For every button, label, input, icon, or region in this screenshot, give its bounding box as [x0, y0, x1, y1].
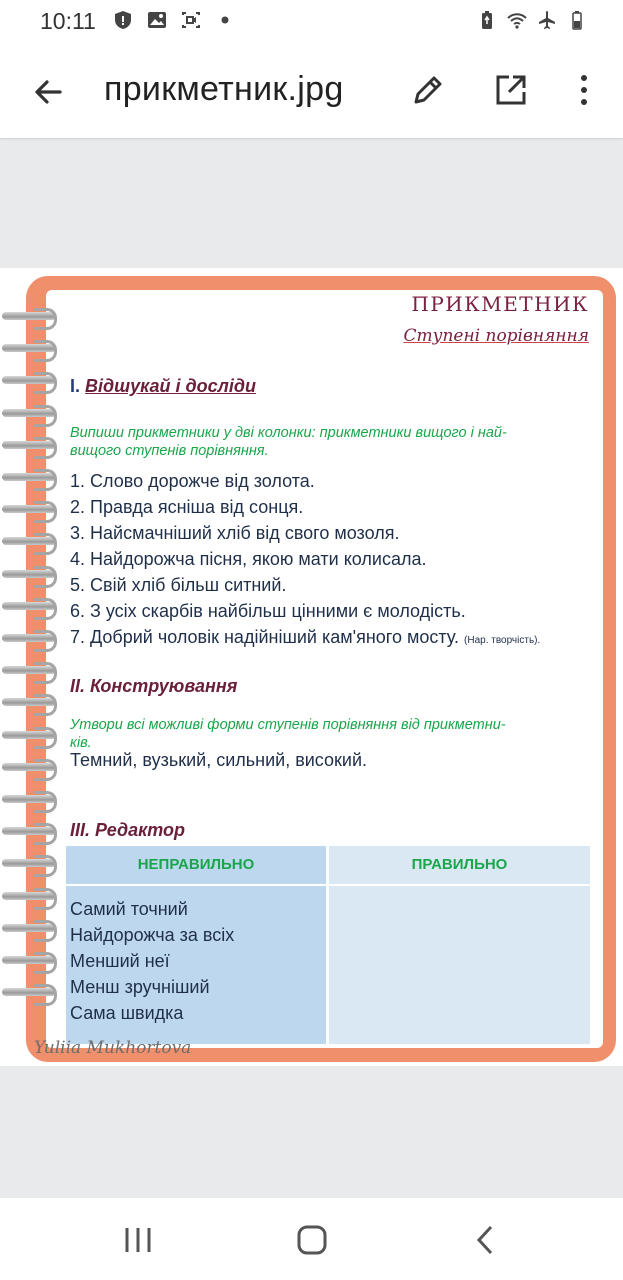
spiral-ring [0, 855, 58, 873]
shield-icon [113, 10, 133, 30]
section2-instruction-line2: ків. [70, 735, 92, 751]
wifi-icon [507, 10, 527, 30]
cell-wrong [66, 886, 326, 1044]
recent-apps-icon[interactable] [118, 1220, 158, 1260]
sentence-list [70, 468, 610, 650]
sentence-4: 4. Найдорожча пісня, якою мати колисала. [70, 549, 427, 569]
spiral-ring [0, 920, 58, 938]
sentence-7-row [70, 624, 610, 650]
wrong-item-2: Найдорожча за всіх [70, 925, 235, 945]
sentence-6: 6. З усіх скарбів найбільш цінними є молодість. [70, 601, 466, 621]
spiral-binding [0, 308, 70, 1028]
battery-saver-icon [477, 10, 497, 30]
sentence-7: 7. Добрий чоловік надійніший кам'яного мосту. [70, 627, 459, 647]
worksheet-subtitle: Ступені порівняння [403, 326, 589, 346]
back-nav-icon[interactable] [466, 1220, 506, 1260]
section1-instruction-line1: Випиши прикметники у дві колонки: прикметники вищого і най- [70, 425, 507, 441]
gallery-icon [147, 10, 167, 30]
spiral-ring [0, 566, 58, 584]
spiral-ring [0, 405, 58, 423]
sentence-2: 2. Правда ясніша від сонця. [70, 497, 304, 517]
spiral-ring [0, 437, 58, 455]
spiral-ring [0, 630, 58, 648]
spiral-ring [0, 823, 58, 841]
worksheet-title: ПРИКМЕТНИК [411, 292, 589, 316]
spiral-ring [0, 340, 58, 358]
spiral-ring [0, 791, 58, 809]
app-bar [0, 44, 623, 138]
header-wrong: НЕПРАВИЛЬНО [66, 846, 326, 884]
spiral-ring [0, 533, 58, 551]
screen-record-icon [181, 10, 201, 30]
file-title: прикметник.jpg [104, 70, 344, 108]
sentence-1: 1. Слово дорожче від золота. [70, 471, 315, 491]
author-name: Yuliia Mukhortova [34, 1038, 192, 1058]
section2-heading: ІІ. Конструювання [70, 676, 238, 696]
spiral-ring [0, 984, 58, 1002]
section1-instruction-line2: вищого ступенів порівняння. [70, 443, 269, 459]
spiral-ring [0, 952, 58, 970]
more-vert-icon[interactable] [566, 70, 602, 110]
spiral-ring [0, 469, 58, 487]
section2-instruction [70, 716, 590, 752]
sentence-3: 3. Найсмачніший хліб від свого мозоля. [70, 523, 400, 543]
wrong-item-4: Менш зручніший [70, 977, 210, 997]
spiral-ring [0, 888, 58, 906]
header-right: ПРАВИЛЬНО [329, 846, 590, 884]
spiral-ring [0, 662, 58, 680]
airplane-icon [537, 10, 557, 30]
spiral-ring [0, 372, 58, 390]
status-time: 10:11 [40, 8, 96, 34]
sentence-5: 5. Свій хліб більш ситний. [70, 575, 287, 595]
section2-words: Темний, вузький, сильний, високий. [70, 750, 368, 770]
spiral-ring [0, 694, 58, 712]
home-icon[interactable] [292, 1220, 332, 1260]
section1-heading [70, 376, 256, 397]
cell-right [329, 886, 590, 1044]
spiral-ring [0, 308, 58, 326]
source-note: (Нар. творчість). [464, 635, 541, 646]
back-arrow-icon[interactable] [28, 72, 68, 112]
spiral-ring [0, 759, 58, 777]
open-external-icon[interactable] [491, 70, 531, 110]
section1-number: І. [70, 376, 81, 396]
dot-icon [215, 10, 235, 30]
edit-pencil-icon[interactable] [408, 70, 448, 110]
battery-icon [567, 10, 587, 30]
section3-heading: ІІІ. Редактор [70, 820, 186, 840]
author-signature [34, 1038, 191, 1058]
spiral-ring [0, 598, 58, 616]
spiral-ring [0, 727, 58, 745]
status-right-icons [477, 10, 587, 30]
editor-table [66, 846, 590, 1046]
section1-title: Відшукай і досліди [85, 376, 256, 396]
section1-instruction [70, 424, 590, 460]
status-bar [0, 0, 623, 44]
wrong-item-3: Менший неї [70, 951, 170, 971]
spiral-ring [0, 501, 58, 519]
wrong-item-1: Самий точний [70, 899, 188, 919]
status-left-icons [113, 10, 235, 30]
section2-instruction-line1: Утвори всі можливі форми ступенів порівняння від прикметни- [70, 717, 506, 733]
navigation-bar [0, 1198, 623, 1280]
wrong-item-5: Сама швидка [70, 1003, 184, 1023]
